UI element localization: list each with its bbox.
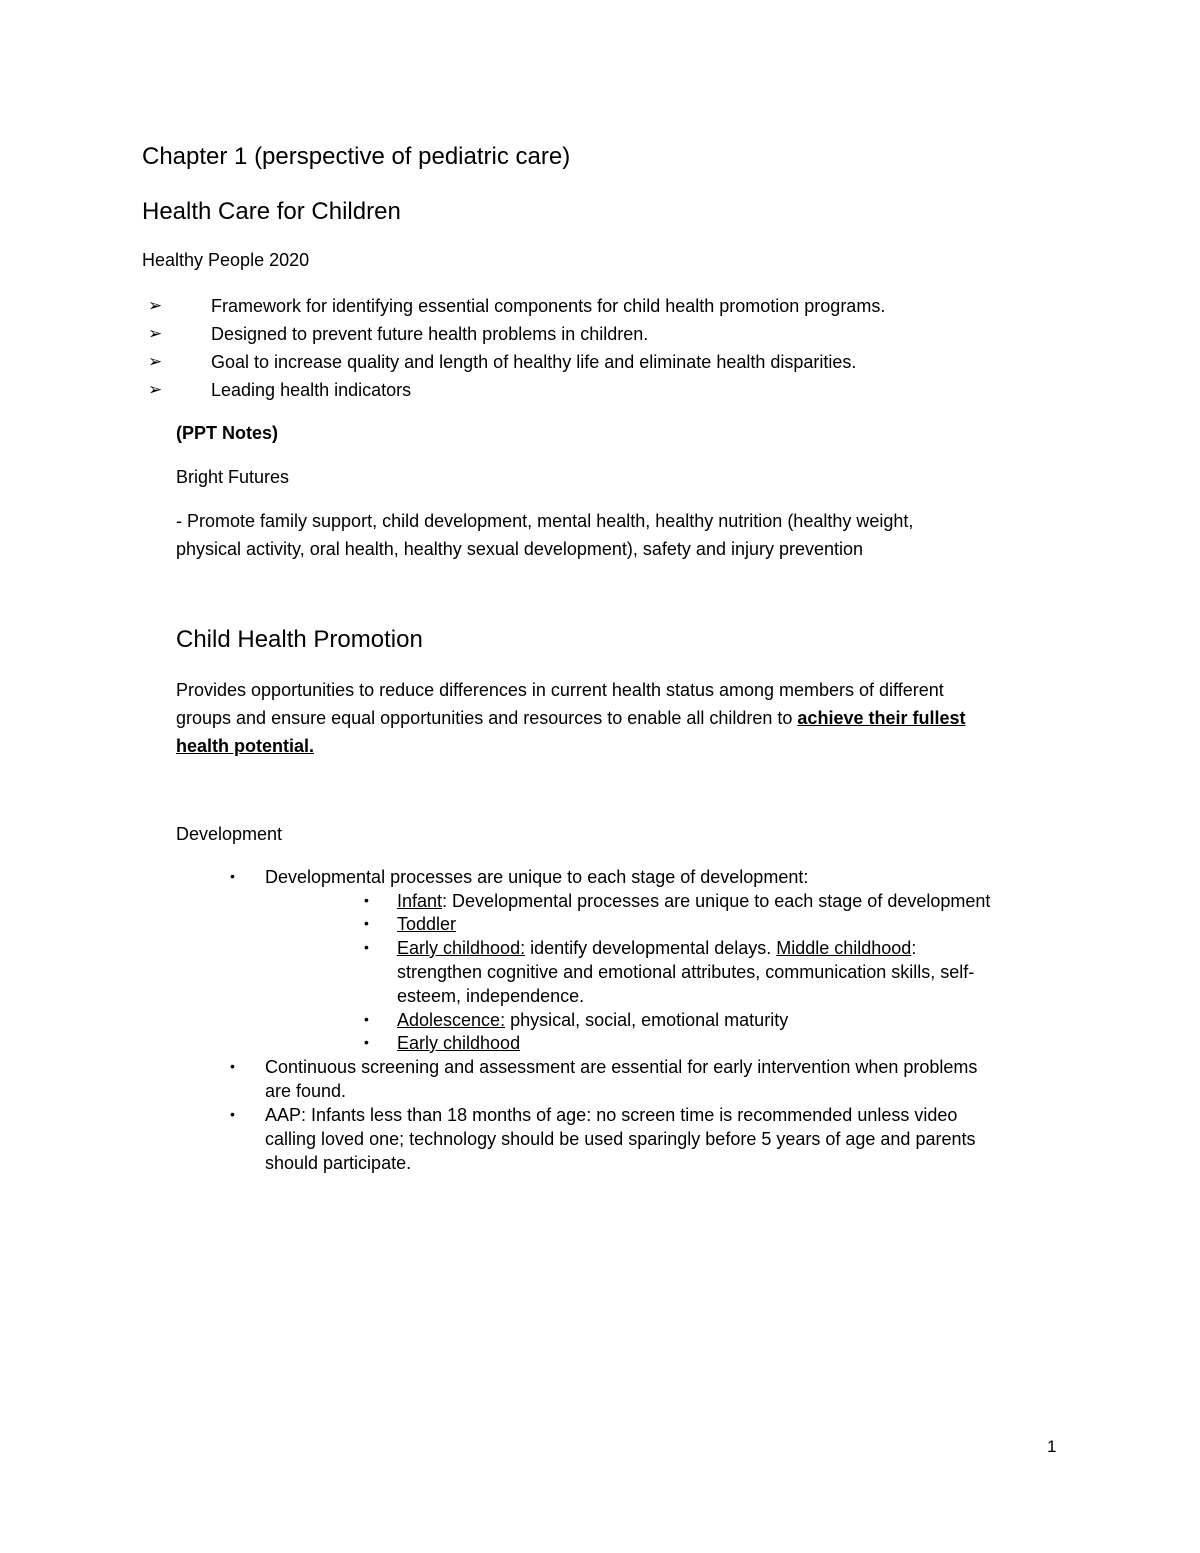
- list-item: [148, 376, 885, 404]
- stage-label: Middle childhood: [776, 938, 912, 958]
- stage-label: Toddler: [397, 914, 457, 934]
- arrow-bullet-icon: ➢: [148, 352, 163, 371]
- bullet-line: are found.: [265, 1081, 347, 1101]
- bright-futures-label: Bright Futures: [176, 467, 290, 487]
- bright-futures-line: - Promote family support, child development, mental health, healthy nutrition (healthy weight,: [176, 511, 914, 531]
- bullet-line: calling loved one; technology should be used sparingly before 5 years of age and parents: [265, 1129, 976, 1149]
- chapter-title: Chapter 1 (perspective of pediatric care): [142, 143, 571, 170]
- bullet-line: Continuous screening and assessment are essential for early intervention when problems: [265, 1057, 978, 1077]
- dot-bullet-icon: •: [230, 868, 235, 884]
- list-item: [148, 320, 885, 348]
- dot-bullet-icon: •: [364, 1011, 369, 1027]
- dot-bullet-icon: •: [364, 915, 369, 931]
- paragraph-line: Provides opportunities to reduce differences in current health status among members of different: [176, 680, 944, 700]
- development-bullet: Developmental processes are unique to each stage of development:: [265, 867, 809, 887]
- dot-bullet-icon: •: [364, 939, 369, 955]
- list-item-text: Leading health indicators: [211, 380, 412, 400]
- stage-label: Adolescence:: [397, 1010, 506, 1030]
- section-heading-child-health-promotion: Child Health Promotion: [176, 626, 423, 653]
- arrow-bullet-icon: ➢: [148, 324, 163, 343]
- dot-bullet-icon: •: [364, 892, 369, 908]
- sub-bullet-infant: [397, 889, 990, 913]
- stage-line: esteem, independence.: [397, 986, 585, 1006]
- paragraph-text: groups and ensure equal opportunities and resources to enable all children to: [176, 708, 798, 728]
- bullet-line: should participate.: [265, 1153, 412, 1173]
- dot-bullet-icon: •: [230, 1106, 235, 1122]
- stage-label: Early childhood:: [397, 938, 526, 958]
- dot-bullet-icon: •: [364, 1034, 369, 1050]
- stage-text: physical, social, emotional maturity: [505, 1010, 789, 1030]
- healthy-people-list: [148, 292, 885, 404]
- development-bullet: [265, 1055, 977, 1103]
- sub-bullet-early-childhood: [397, 1031, 520, 1055]
- development-bullet: [265, 1103, 975, 1175]
- paragraph-line: [176, 704, 966, 732]
- bright-futures-text: [176, 507, 913, 563]
- bullet-line: AAP: Infants less than 18 months of age: no screen time is recommended unless video: [265, 1105, 958, 1125]
- list-item-text: Goal to increase quality and length of healthy life and eliminate health disparities.: [211, 352, 857, 372]
- stage-text: :: [911, 938, 917, 958]
- development-label: Development: [176, 824, 283, 844]
- stage-label: Infant: [397, 891, 443, 911]
- child-health-paragraph: [176, 676, 966, 760]
- page-number: 1: [1047, 1437, 1057, 1456]
- sub-bullet-toddler: [397, 912, 456, 936]
- bright-futures-line: physical activity, oral health, healthy sexual development), safety and injury prevention: [176, 539, 864, 559]
- list-item-text: Framework for identifying essential components for child health promotion programs.: [211, 296, 886, 316]
- dot-bullet-icon: •: [230, 1058, 235, 1074]
- stage-line: [397, 936, 974, 960]
- arrow-bullet-icon: ➢: [148, 296, 163, 315]
- ppt-notes-label: (PPT Notes): [176, 423, 279, 443]
- emphasis-text: health potential.: [176, 736, 315, 756]
- list-item: [148, 292, 885, 320]
- stage-line: strengthen cognitive and emotional attributes, communication skills, self-: [397, 962, 975, 982]
- emphasis-text: achieve their fullest: [797, 708, 966, 728]
- stage-label: Early childhood: [397, 1033, 521, 1053]
- sub-bullet-adolescence: [397, 1008, 788, 1032]
- stage-text: identify developmental delays.: [525, 938, 777, 958]
- list-item-text: Designed to prevent future health problems in children.: [211, 324, 649, 344]
- list-item: [148, 348, 885, 376]
- section-heading-health-care: Health Care for Children: [142, 198, 401, 225]
- arrow-bullet-icon: ➢: [148, 380, 163, 399]
- sub-bullet-early-middle: [397, 936, 974, 1008]
- subheading-healthy-people: Healthy People 2020: [142, 250, 310, 270]
- stage-text: : Developmental processes are unique to each stage of development: [442, 891, 991, 911]
